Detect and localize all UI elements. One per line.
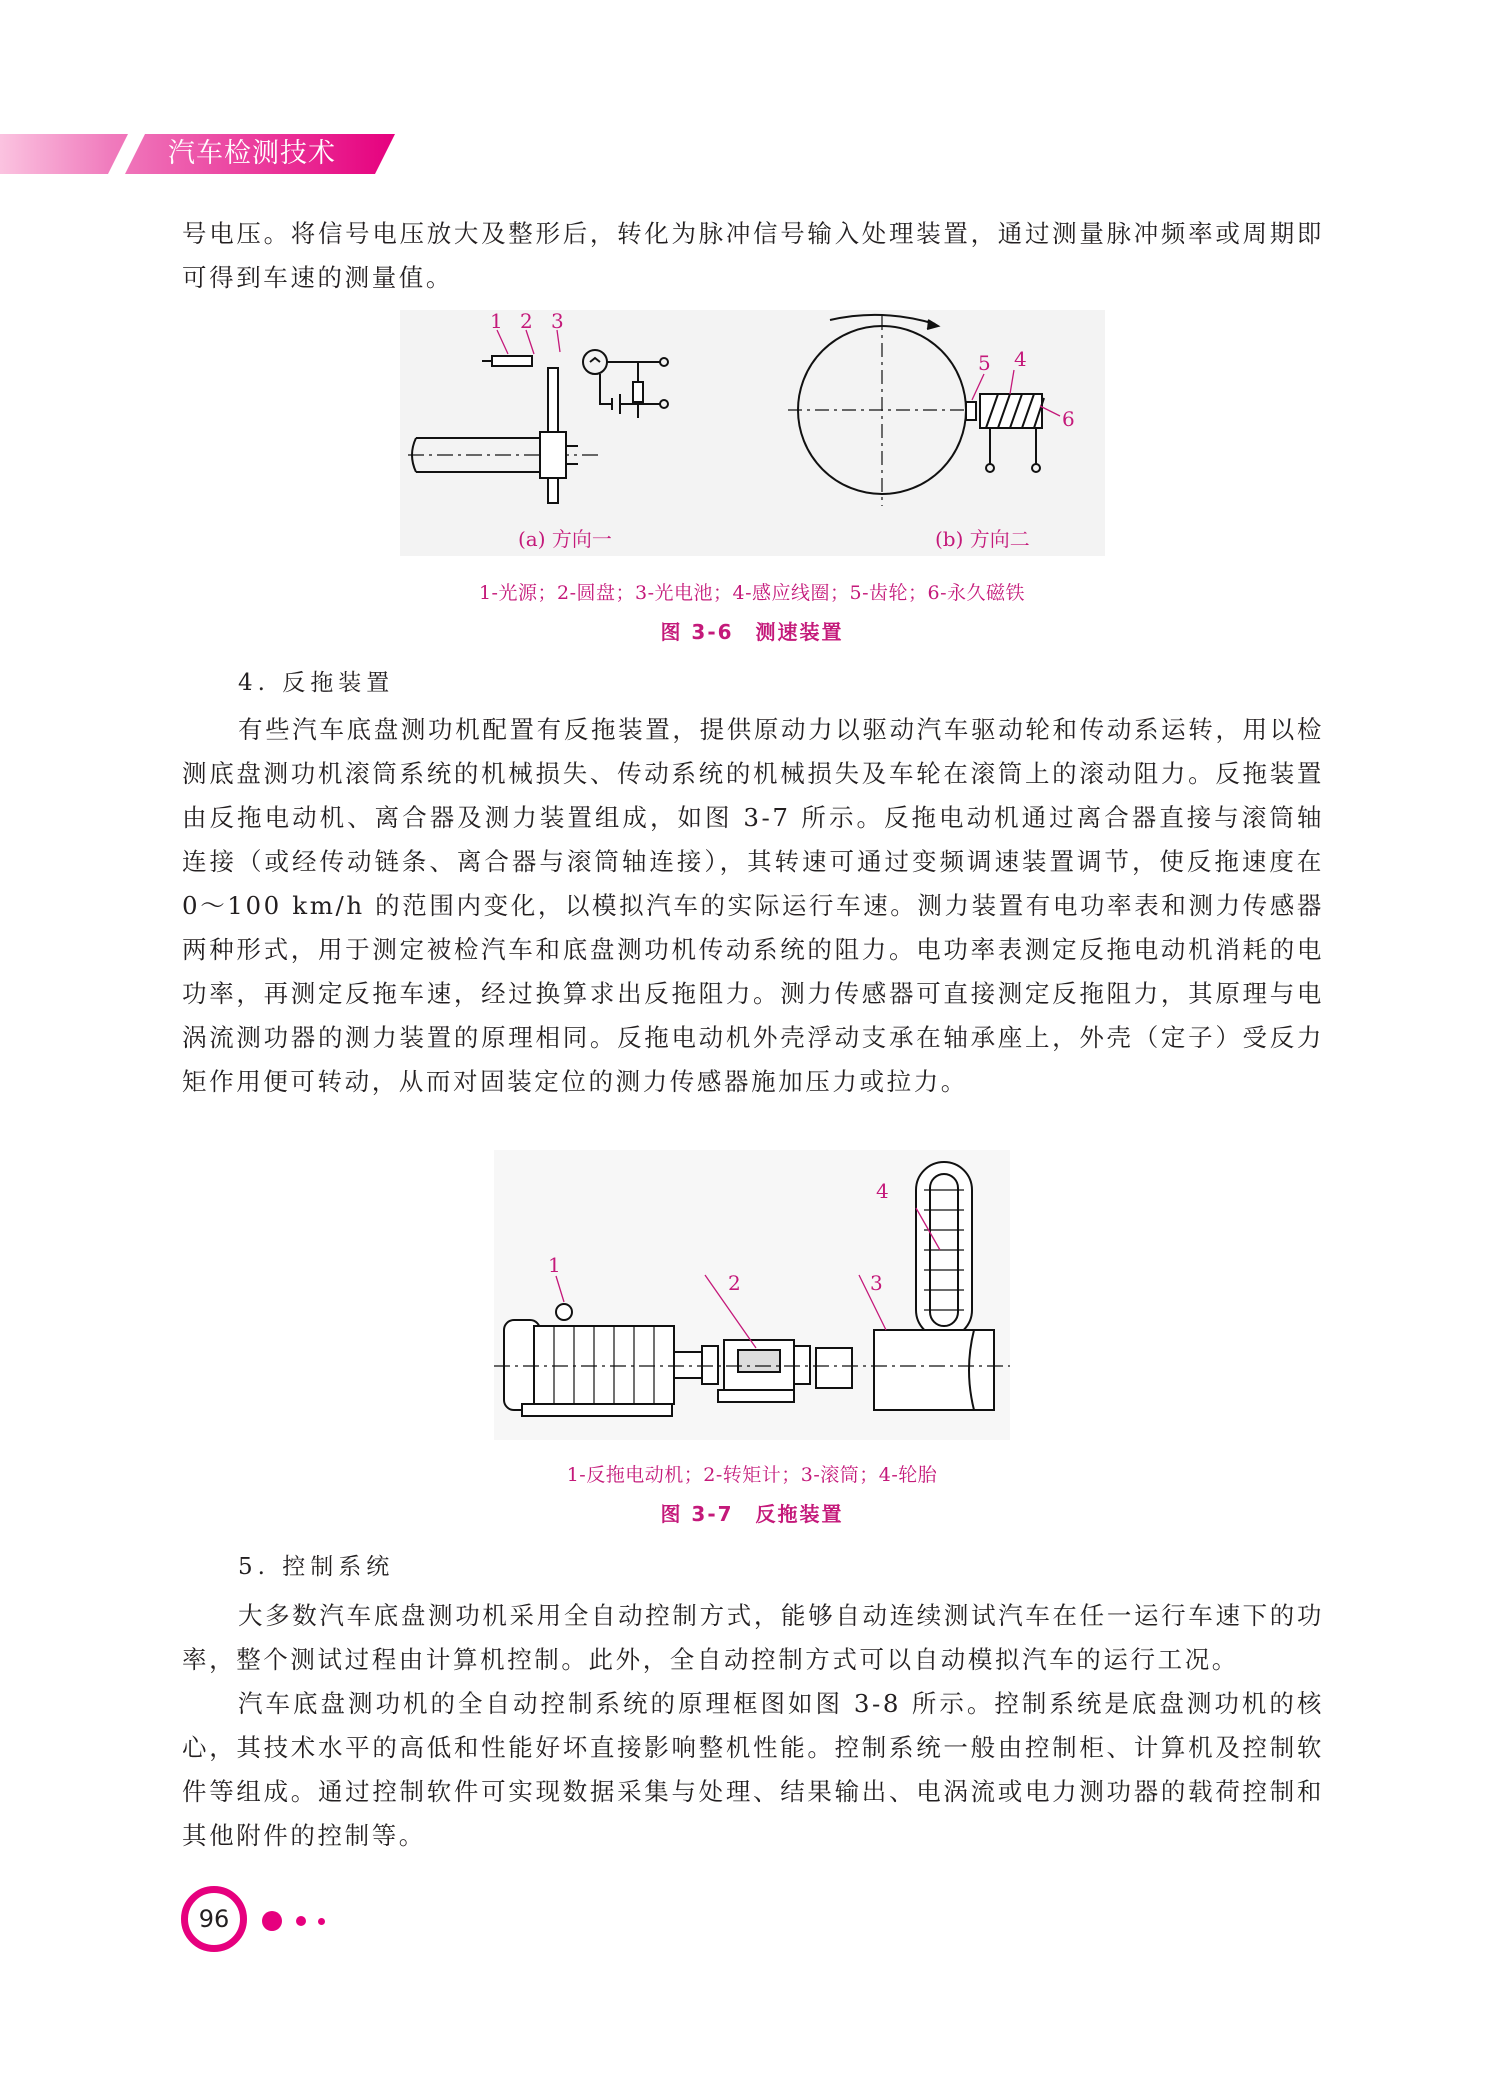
paragraph-control-auto: 大多数汽车底盘测功机采用全自动控制方式，能够自动连续测试汽车在任一运行车速下的功率，整个测试过程由计算机控制。此外，全自动控制方式可以自动模拟汽车的运行工况。 xyxy=(182,1601,1324,1674)
fig36-legend: 1-光源；2-圆盘；3-光电池；4-感应线圈；5-齿轮；6-永久磁铁 xyxy=(478,582,1026,604)
tire-drawing xyxy=(916,1162,972,1338)
footer-dot-small xyxy=(318,1918,325,1925)
fig37-label-1: 1 xyxy=(548,1253,561,1277)
paragraph-control-system: 汽车底盘测功机的全自动控制系统的原理框图如图 3-8 所示。控制系统是底盘测功机的核心，其技术水平的高低和性能好坏直接影响整机性能。控制系统一般由控制柜、计算机及控制软件等组成。通过控制软件可实现数据采集与处理、结果输出、电涡流或电力测功器的载荷控制和其他附件的控制等。 xyxy=(182,1689,1324,1850)
fig37-label-4: 4 xyxy=(876,1179,889,1203)
fig36-label-2: 2 xyxy=(520,310,533,333)
fig36-sub-a: (a) 方向一 xyxy=(518,527,612,551)
fig36-label-6: 6 xyxy=(1062,407,1075,431)
fig37-label-2: 2 xyxy=(728,1271,741,1295)
page-number: 96 xyxy=(181,1886,247,1952)
fig37-title: 图 3-7 反拖装置 xyxy=(660,1502,844,1526)
fig37-label-3: 3 xyxy=(870,1271,883,1295)
book-title: 汽车检测技术 xyxy=(168,138,336,169)
fig36-sub-b: (b) 方向二 xyxy=(935,527,1030,551)
footer-dot-medium xyxy=(296,1916,306,1926)
footer-dot-large xyxy=(262,1911,282,1931)
figure-3-7 xyxy=(494,1150,1010,1440)
roller-drawing xyxy=(874,1330,994,1410)
fig36-label-5: 5 xyxy=(978,351,991,375)
paragraph-speed-measure: 号电压。将信号电压放大及整形后，转化为脉冲信号输入处理装置，通过测量脉冲频率或周期即可得到车速的测量值。 xyxy=(182,219,1324,292)
fig36-label-1: 1 xyxy=(490,310,503,333)
fig36-title: 图 3-6 测速装置 xyxy=(660,620,844,644)
fig36-label-3: 3 xyxy=(551,310,564,333)
fig37-legend: 1-反拖电动机；2-转矩计；3-滚筒；4-轮胎 xyxy=(566,1464,938,1486)
section-5-heading: 5. 控制系统 xyxy=(238,1554,395,1580)
section-4-heading: 4. 反拖装置 xyxy=(238,670,395,696)
figure-3-6 xyxy=(400,310,1105,556)
fig36-label-4: 4 xyxy=(1014,347,1027,371)
paragraph-reverse-drag: 有些汽车底盘测功机配置有反拖装置，提供原动力以驱动汽车驱动轮和传动系运转，用以检测底盘测功机滚筒系统的机械损失、传动系统的机械损失及车轮在滚筒上的滚动阻力。反拖装置由反拖电动机、离合器及测力装置组成，如图 3-7 所示。反拖电动机通过离合器直接与滚筒轴连接（或经传动链条、离合器与滚筒轴连接），其转速可通过变频调速装置调节，使反拖速度在 0～100 km/h 的范围内变化，以模拟汽车的实际运行车速。测力装置有电功率表和测力传感器两种形式，用于测定被检汽车和底盘测功机传动系统的阻力。电功率表测定反拖电动机消耗的电功率，再测定反拖车速，经过换算求出反拖阻力。测力传感器可直接测定反拖阻力，其原理与电涡流测功器的测力装置的原理相同。反拖电动机外壳浮动支承在轴承座上，外壳（定子）受反力矩作用便可转动，从而对固装定位的测力传感器施加压力或拉力。 xyxy=(182,715,1324,1096)
